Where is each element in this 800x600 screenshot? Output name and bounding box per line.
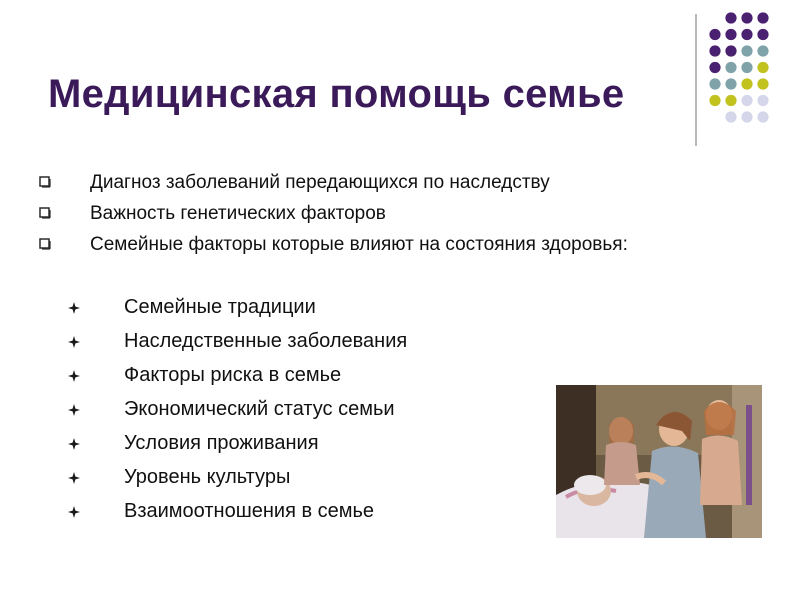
sub-bullet-text: Взаимоотношения в семье [124,500,375,522]
sub-bullet-item [66,328,526,362]
decorative-dot [757,95,768,106]
decorative-dot [741,62,752,73]
sub-bullet-item [66,498,526,532]
hollow-square-bullet-icon [39,238,51,250]
decorative-dot [725,12,736,23]
sub-bullet-text: Уровень культуры [124,466,291,488]
sub-bullet-item [66,362,526,396]
decorative-dot [725,45,736,56]
decorative-dot [709,78,720,89]
bullet-item [36,203,696,225]
decorative-divider [695,14,697,146]
decorative-dot [725,78,736,89]
sub-bullet-text: Экономический статус семьи [124,398,395,420]
decorative-dot [757,78,768,89]
decorative-dot [741,29,752,40]
decorative-dot [725,95,736,106]
four-point-star-bullet-icon [68,438,80,450]
bullet-text: Диагноз заболеваний передающихся по наследству [90,172,550,193]
decorative-dot [709,29,720,40]
sub-bullet-list [66,294,526,532]
bullet-item [36,234,696,256]
four-point-star-bullet-icon [68,506,80,518]
bullet-item [36,172,696,194]
hollow-square-bullet-icon [39,207,51,219]
decorative-dot [741,78,752,89]
bullet-text: Важность генетических факторов [90,203,386,224]
four-point-star-bullet-icon [68,336,80,348]
sub-bullet-text: Условия проживания [124,432,319,454]
sub-bullet-text: Семейные традиции [124,296,316,318]
decorative-dot [709,45,720,56]
decorative-dot [757,12,768,23]
decorative-dot [741,95,752,106]
four-point-star-bullet-icon [68,302,80,314]
four-point-star-bullet-icon [68,370,80,382]
sub-bullet-text: Факторы риска в семье [124,364,342,386]
decorative-dot [709,95,720,106]
decorative-dot [725,111,736,122]
decorative-dot [725,62,736,73]
decorative-dot-grid [706,10,786,130]
sub-bullet-text: Наследственные заболевания [124,330,408,352]
decorative-dot [741,12,752,23]
decorative-dot [757,45,768,56]
decorative-dot [741,111,752,122]
decorative-dot [709,62,720,73]
slide-title: Медицинская помощь семье [48,72,625,116]
decorative-dot [725,29,736,40]
bullet-text: Семейные факторы которые влияют на состояния здоровья: [90,234,628,255]
sub-bullet-item [66,294,526,328]
decorative-dot [757,29,768,40]
decorative-dot [741,45,752,56]
sub-bullet-item [66,396,526,430]
family-care-photo [556,385,762,538]
four-point-star-bullet-icon [68,472,80,484]
sub-bullet-item [66,464,526,498]
main-bullet-list [36,172,696,265]
sub-bullet-item [66,430,526,464]
four-point-star-bullet-icon [68,404,80,416]
decorative-dot [757,62,768,73]
decorative-dot [757,111,768,122]
hollow-square-bullet-icon [39,176,51,188]
